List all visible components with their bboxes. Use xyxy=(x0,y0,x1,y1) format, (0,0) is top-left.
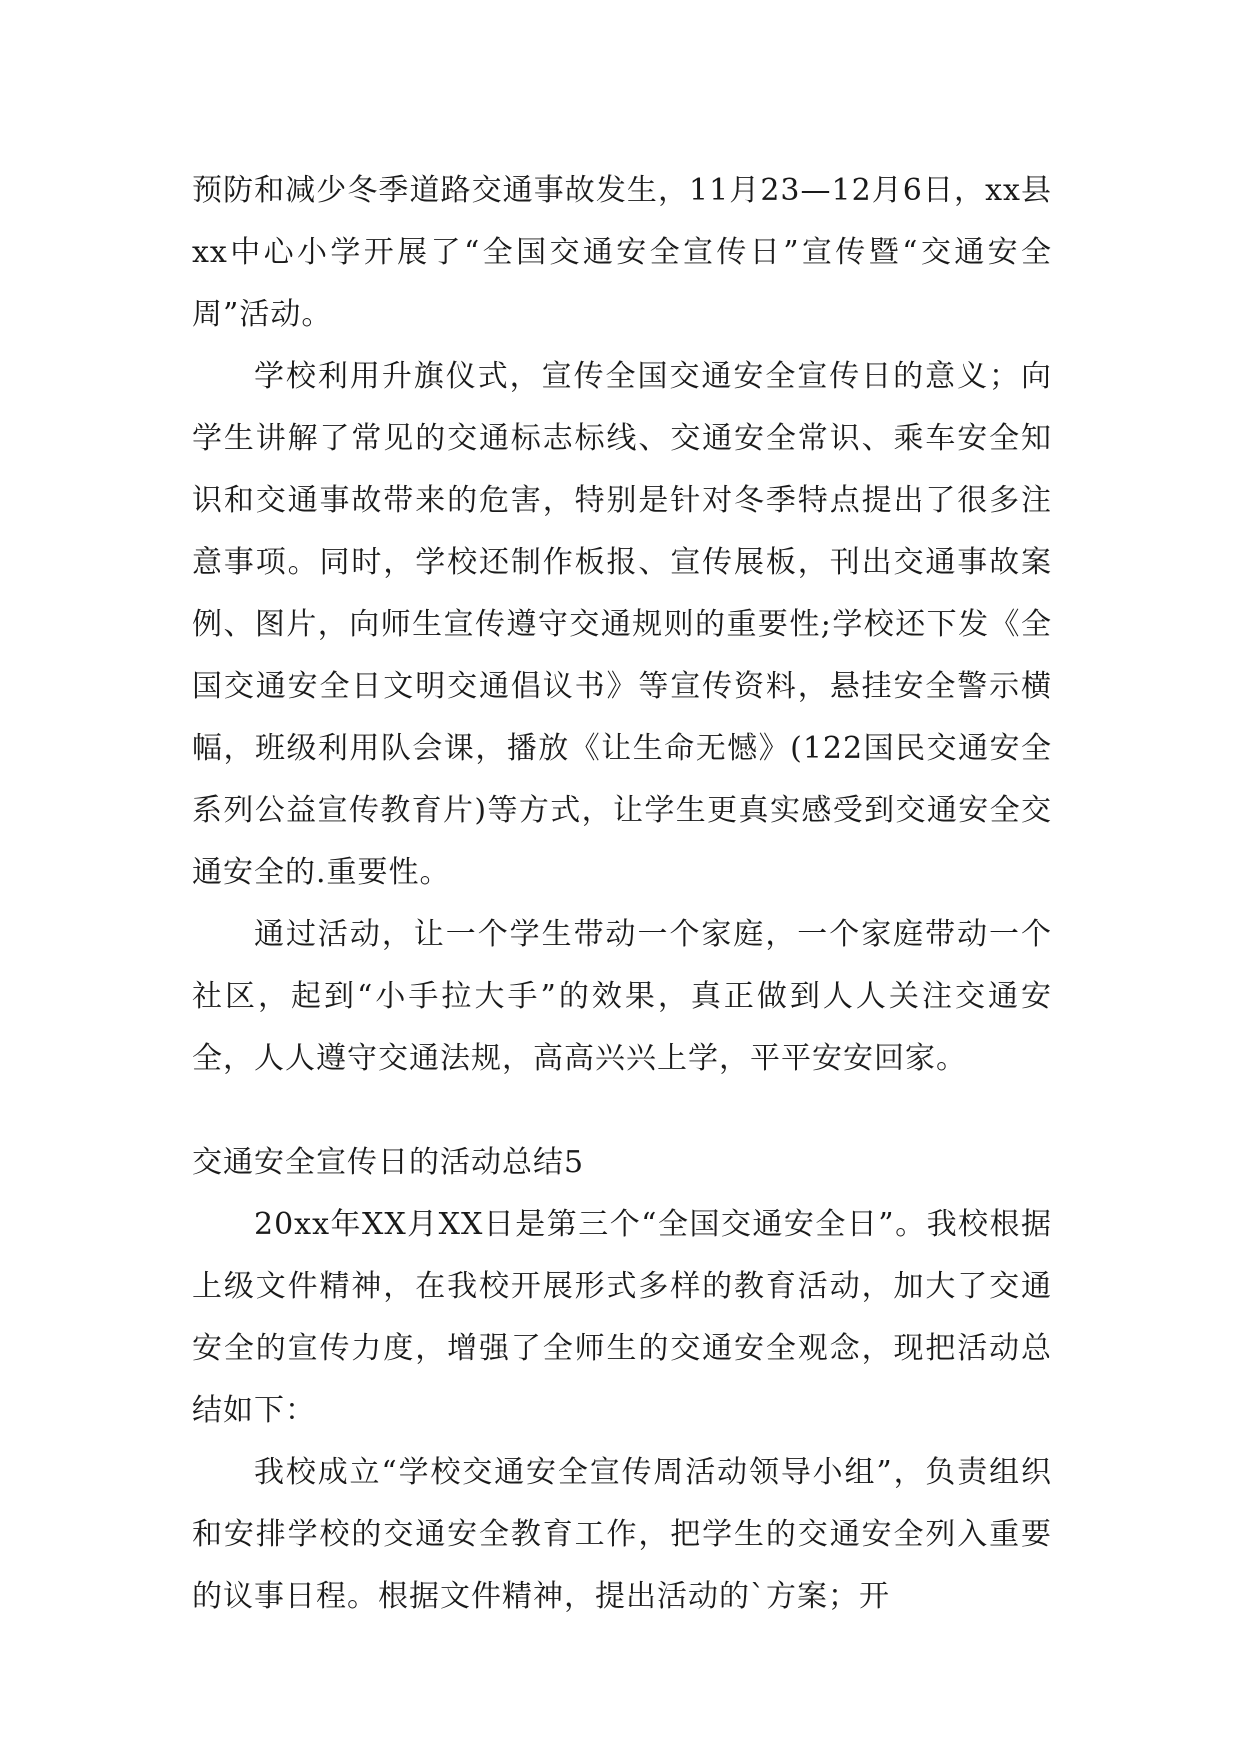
paragraph-safety-day: 20xx年XX月XX日是第三个“全国交通安全日”。我校根据上级文件精神，在我校开展形式多样的教育活动，加大了交通安全的宣传力度，增强了全师生的交通安全观念，现把活动总结如下： xyxy=(192,1207,1052,1428)
paragraph-flag-ceremony: 学校利用升旗仪式，宣传全国交通安全宣传日的意义；向学生讲解了常见的交通标志标线、交通安全常识、乘车安全知识和交通事故带来的危害，特别是针对冬季特点提出了很多注意事项。同时，学校还制作板报、宣传展板，刊出交通事故案例、图片，向师生宣传遵守交通规则的重要性;学校还下发《全国交通安全日文明交通倡议书》等宣传资料，悬挂安全警示横幅，班级利用队会课，播放《让生命无憾》(122国民交通安全系列公益宣传教育片)等方式，让学生更真实感受到交通安全交通安全的.重要性。 xyxy=(192,359,1052,890)
section-title: 交通安全宣传日的活动总结5 xyxy=(192,1145,585,1180)
paragraph-intro: 预防和减少冬季道路交通事故发生，11月23—12月6日，xx县xx中心小学开展了“全国交通安全宣传日”宣传暨“交通安全周”活动。 xyxy=(192,173,1052,332)
document-page xyxy=(192,160,1052,1628)
paragraph-family-community: 通过活动，让一个学生带动一个家庭，一个家庭带动一个社区，起到“小手拉大手”的效果，真正做到人人关注交通安全，人人遵守交通法规，高高兴兴上学，平平安安回家。 xyxy=(192,917,1052,1076)
paragraph-leadership-group: 我校成立“学校交通安全宣传周活动领导小组”，负责组织和安排学校的交通安全教育工作，把学生的交通安全列入重要的议事日程。根据文件精神，提出活动的`方案；开 xyxy=(192,1455,1052,1614)
